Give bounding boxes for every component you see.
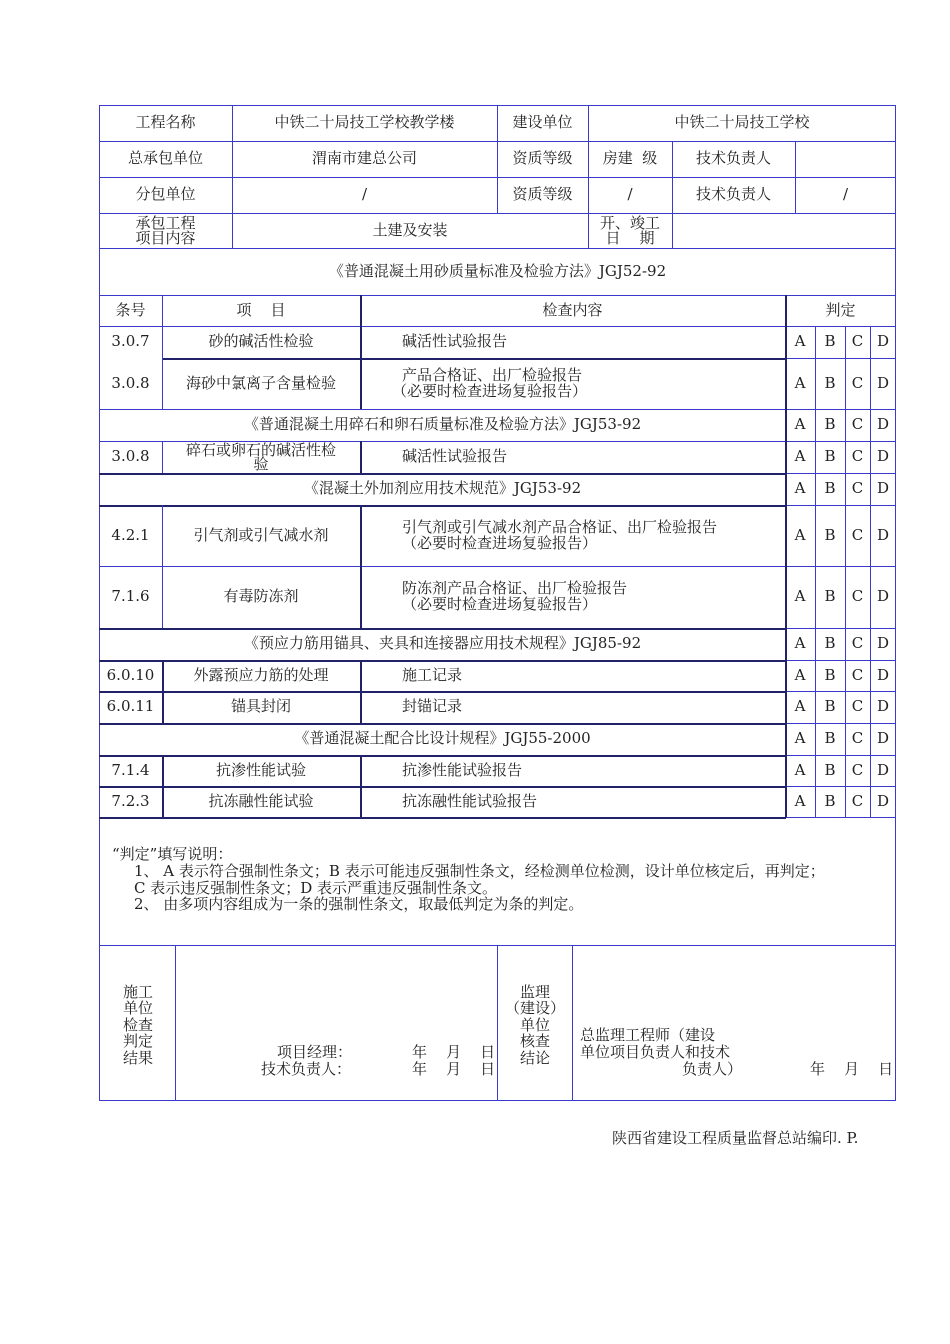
grade-d-cell: D bbox=[876, 760, 890, 779]
dates-label-line1: 开、竣工 bbox=[599, 213, 660, 232]
grade-c-cell: C bbox=[851, 332, 864, 351]
table-row-item: 抗冻融性能试验 bbox=[208, 791, 314, 810]
table-row-content bbox=[392, 358, 622, 409]
section-title-admixture: 《混凝土外加剂应用技术规范》JGJ53-92 bbox=[303, 479, 582, 498]
sub-tech-lead-label: 技术负责人 bbox=[695, 185, 771, 204]
grade-c-cell: C bbox=[851, 373, 864, 392]
date-pm: 年 月 日 bbox=[412, 1043, 496, 1061]
section-title-gravel: 《普通混凝土用碎石和卵石质量标准及检验方法》JGJ53-92 bbox=[243, 415, 642, 434]
table-row-no: 6.0.11 bbox=[106, 697, 155, 716]
project-name-label: 工程名称 bbox=[135, 113, 196, 132]
table-row-content: 封锚记录 bbox=[402, 697, 463, 716]
grade-a-cell: A bbox=[794, 587, 806, 606]
qualification-label: 资质等级 bbox=[512, 149, 573, 168]
column-header-content: 检查内容 bbox=[542, 300, 603, 319]
grade-c-cell: C bbox=[851, 760, 864, 779]
grade-c-cell: C bbox=[851, 525, 864, 544]
section-title-anchorage: 《预应力筋用锚具、夹具和连接器应用技术规程》JGJ85-92 bbox=[243, 634, 642, 653]
notes-line: 1、 A 表示符合强制性条文；B 表示可能违反强制性条文，经检测单位检测，设计单位核定后，再判定； bbox=[134, 861, 825, 880]
content-line: （必要时检查进场复验报告） bbox=[402, 595, 598, 613]
grade-b-cell: B bbox=[824, 447, 836, 466]
grid-line bbox=[360, 755, 362, 817]
table-row-no: 3.0.8 bbox=[111, 447, 150, 466]
dates-value bbox=[672, 213, 896, 248]
section-title-sand: 《普通混凝土用砂质量标准及检验方法》JGJ52-92 bbox=[328, 261, 667, 280]
table-row-item: 海砂中氯离子含量检验 bbox=[185, 373, 336, 392]
grid-line bbox=[786, 817, 896, 818]
tech-lead-sign-label: 技术负责人： bbox=[261, 1060, 352, 1078]
content-line: （必要时检查进场复验报告） bbox=[392, 381, 588, 400]
grid-line bbox=[497, 945, 498, 1100]
grade-d-cell: D bbox=[876, 447, 890, 466]
grade-d-cell: D bbox=[876, 479, 890, 498]
table-row-no: 7.2.3 bbox=[111, 791, 150, 810]
grade-d-cell: D bbox=[876, 697, 890, 716]
grade-d-cell: D bbox=[876, 729, 890, 748]
table-row-content: 碱活性试验报告 bbox=[402, 332, 508, 351]
item-line: 碎石或卵石的碱活性检 bbox=[185, 440, 336, 459]
grade-b-cell: B bbox=[824, 332, 836, 351]
sub-tech-lead-value: / bbox=[842, 185, 849, 204]
grade-c-cell: C bbox=[851, 791, 864, 810]
table-row-no: 6.0.10 bbox=[106, 665, 155, 684]
grade-b-cell: B bbox=[824, 760, 836, 779]
grade-d-cell: D bbox=[876, 415, 890, 434]
table-row-no: 3.0.7 bbox=[111, 332, 150, 351]
grade-a-cell: A bbox=[794, 525, 806, 544]
label-line: 施工 bbox=[122, 982, 153, 1001]
general-contractor-value: 渭南市建总公司 bbox=[311, 149, 417, 168]
label-line: 单位 bbox=[519, 1015, 550, 1034]
table-row-content: 抗渗性能试验报告 bbox=[402, 760, 523, 779]
notes-line: C 表示违反强制性条文；D 表示严重违反强制性条文。 bbox=[134, 878, 498, 897]
grid-line bbox=[360, 660, 362, 723]
grade-d-cell: D bbox=[876, 525, 890, 544]
chief-supervisor-line1: 总监理工程师（建设 bbox=[580, 1026, 716, 1044]
table-row-item: 引气剂或引气减水剂 bbox=[193, 525, 329, 544]
label-line: 监理 bbox=[519, 982, 550, 1001]
grade-b-cell: B bbox=[824, 587, 836, 606]
table-row-content bbox=[392, 505, 782, 566]
table-row-item bbox=[162, 441, 360, 473]
supervision-unit-label bbox=[500, 980, 570, 1070]
grade-a-cell: A bbox=[794, 634, 806, 653]
judgement-notes bbox=[112, 846, 892, 913]
column-header-judge: 判定 bbox=[825, 300, 856, 319]
content-line: 引气剂或引气减水剂产品合格证、出厂检验报告 bbox=[402, 517, 718, 536]
table-row-content: 抗冻融性能试验报告 bbox=[402, 791, 538, 810]
grade-a-cell: A bbox=[794, 729, 806, 748]
date-supervisor: 年 月 日 bbox=[810, 1060, 894, 1078]
grid-line bbox=[175, 945, 176, 1100]
label-line: 单位 bbox=[122, 999, 153, 1018]
grade-a-cell: A bbox=[794, 791, 806, 810]
column-header-item: 项 目 bbox=[236, 300, 286, 319]
grade-b-cell: B bbox=[824, 791, 836, 810]
grade-b-cell: B bbox=[824, 373, 836, 392]
item-line: 验 bbox=[253, 455, 269, 473]
notes-line: 2、 由多项内容组成为一条的强制性条文，取最低判定为条的判定。 bbox=[134, 895, 584, 914]
label-line: 核查 bbox=[519, 1032, 550, 1051]
tech-lead-label: 技术负责人 bbox=[695, 149, 771, 168]
general-contractor-label: 总承包单位 bbox=[127, 149, 203, 168]
grid-line bbox=[99, 817, 786, 819]
label-line: （建设） bbox=[504, 999, 565, 1018]
grade-a-cell: A bbox=[794, 665, 806, 684]
dates-label bbox=[588, 213, 672, 248]
subcontractor-value: / bbox=[361, 185, 368, 204]
grade-b-cell: B bbox=[824, 697, 836, 716]
dates-label-line2: 日 期 bbox=[605, 228, 655, 247]
grade-d-cell: D bbox=[876, 634, 890, 653]
label-line: 结果 bbox=[122, 1048, 153, 1067]
label-line: 结论 bbox=[519, 1048, 550, 1067]
grade-b-cell: B bbox=[824, 729, 836, 748]
grid-line bbox=[360, 505, 362, 628]
notes-title: “判定”填写说明： bbox=[112, 845, 233, 863]
grade-a-cell: A bbox=[794, 415, 806, 434]
table-row-no: 4.2.1 bbox=[111, 525, 150, 544]
content-line: 产品合格证、出厂检验报告 bbox=[402, 365, 583, 384]
project-name-value: 中铁二十局技工学校教学楼 bbox=[274, 113, 455, 132]
scope-label-line1: 承包工程 bbox=[135, 213, 196, 232]
grade-d-cell: D bbox=[876, 373, 890, 392]
chief-supervisor-line3: 负责人） bbox=[682, 1060, 743, 1078]
grade-a-cell: A bbox=[794, 697, 806, 716]
grid-line bbox=[572, 945, 573, 1100]
grade-c-cell: C bbox=[851, 587, 864, 606]
grade-c-cell: C bbox=[851, 729, 864, 748]
sub-qualification-value: / bbox=[627, 185, 633, 204]
table-row-item: 有毒防冻剂 bbox=[223, 587, 299, 606]
scope-value: 土建及安装 bbox=[372, 220, 448, 239]
grade-d-cell: D bbox=[876, 791, 890, 810]
column-header-no: 条号 bbox=[115, 300, 146, 319]
grade-d-cell: D bbox=[876, 587, 890, 606]
grade-b-cell: B bbox=[824, 479, 836, 498]
grid-line bbox=[360, 441, 362, 473]
date-tech: 年 月 日 bbox=[412, 1060, 496, 1078]
grade-d-cell: D bbox=[876, 665, 890, 684]
grade-c-cell: C bbox=[851, 634, 864, 653]
grade-b-cell: B bbox=[824, 415, 836, 434]
tech-lead-value bbox=[795, 141, 896, 177]
grade-b-cell: B bbox=[824, 665, 836, 684]
grade-c-cell: C bbox=[851, 447, 864, 466]
table-row-item: 砂的碱活性检验 bbox=[208, 332, 314, 351]
grade-a-cell: A bbox=[794, 373, 806, 392]
grade-a-cell: A bbox=[794, 479, 806, 498]
grade-d-cell: D bbox=[876, 332, 890, 351]
table-row-item: 锚具封闭 bbox=[230, 697, 291, 716]
construction-unit-label bbox=[112, 980, 164, 1070]
qualification-value: 房建 级 bbox=[602, 149, 658, 168]
grade-a-cell: A bbox=[794, 332, 806, 351]
grade-b-cell: B bbox=[824, 634, 836, 653]
content-line: （必要时检查进场复验报告） bbox=[402, 533, 598, 552]
project-manager-label: 项目经理： bbox=[277, 1043, 353, 1061]
content-line: 防冻剂产品合格证、出厂检验报告 bbox=[402, 579, 628, 598]
grade-c-cell: C bbox=[851, 415, 864, 434]
table-row-no: 3.0.8 bbox=[111, 373, 150, 392]
chief-supervisor-line2: 单位项目负责人和技术 bbox=[580, 1043, 731, 1061]
grade-a-cell: A bbox=[794, 447, 806, 466]
table-row-content: 施工记录 bbox=[402, 665, 463, 684]
table-row-content: 碱活性试验报告 bbox=[402, 447, 508, 466]
sub-qualification-label: 资质等级 bbox=[512, 185, 573, 204]
subcontractor-label: 分包单位 bbox=[135, 185, 196, 204]
grade-c-cell: C bbox=[851, 697, 864, 716]
grade-c-cell: C bbox=[851, 479, 864, 498]
builder-label: 建设单位 bbox=[512, 113, 573, 132]
builder-value: 中铁二十局技工学校 bbox=[674, 113, 810, 132]
section-title-mix: 《普通混凝土配合比设计规程》JGJ55-2000 bbox=[294, 729, 591, 748]
table-row-item: 抗渗性能试验 bbox=[215, 760, 306, 779]
label-line: 判定 bbox=[122, 1032, 153, 1051]
grade-b-cell: B bbox=[824, 525, 836, 544]
publisher-footer: 陕西省建设工程质量监督总站编印. P. bbox=[612, 1129, 859, 1147]
table-row-content bbox=[392, 566, 782, 628]
scope-label-line2: 项目内容 bbox=[135, 228, 196, 247]
table-bottom-border bbox=[99, 1100, 896, 1101]
label-line: 检查 bbox=[122, 1015, 153, 1034]
grade-c-cell: C bbox=[851, 665, 864, 684]
table-row-item: 外露预应力筋的处理 bbox=[193, 665, 329, 684]
table-row-no: 7.1.6 bbox=[111, 587, 150, 606]
grade-a-cell: A bbox=[794, 760, 806, 779]
scope-label bbox=[99, 213, 232, 248]
table-row-no: 7.1.4 bbox=[111, 760, 150, 779]
